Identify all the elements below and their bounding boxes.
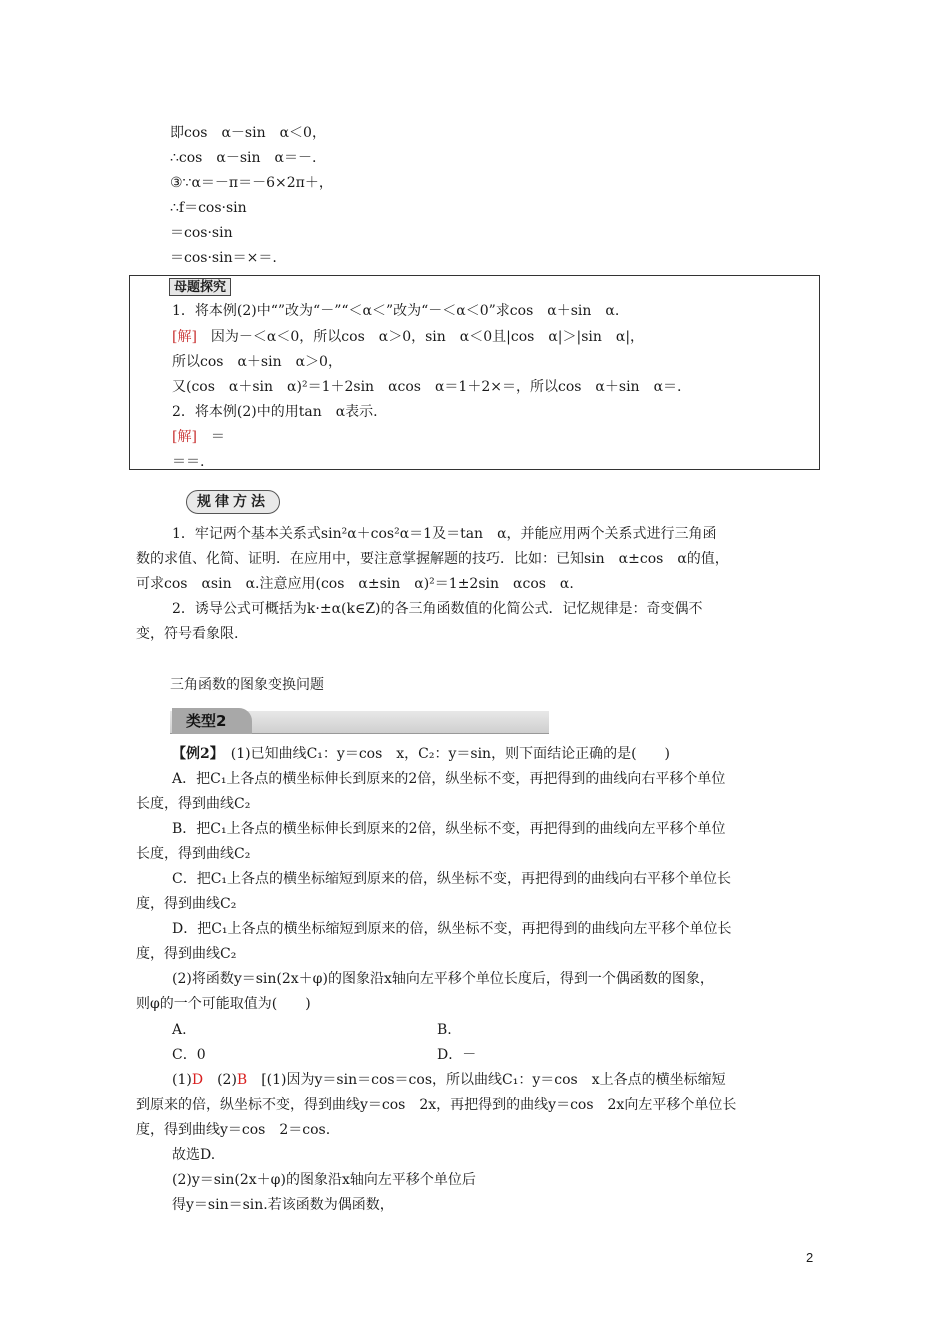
solution-tag: [解] xyxy=(172,429,197,445)
section-title: 三角函数的图象变换问题 xyxy=(170,677,324,693)
derivation-line-5: ＝cos·sin xyxy=(170,225,233,241)
method-label: 规律方法 xyxy=(186,490,280,514)
derivation-line-2: ∴cos α－sin α＝－. xyxy=(170,150,317,166)
solution-line-1-text: [(1)因为y＝sin＝cos＝cos，所以曲线C₁：y＝cos x上各点的横坐标缩短 xyxy=(247,1072,726,1088)
solution-line-5: (2)y＝sin(2x＋φ)的图象沿x轴向左平移个单位后 xyxy=(172,1172,476,1188)
option-d-line-1: D．把C₁上各点的横坐标缩短到原来的倍，纵坐标不变，再把得到的曲线向左平移个单位长 xyxy=(172,921,732,937)
example-head: 【例2】 xyxy=(172,746,217,762)
solution-line-4: 故选D. xyxy=(172,1147,216,1163)
option-d-line-2: 度，得到曲线C₂ xyxy=(136,946,237,962)
mother-problem-a1-line-1 xyxy=(172,327,644,347)
mother-problem-q1: 1．将本例(2)中“”改为“－”“＜α＜”改为“－＜α＜0”求cos α＋sin α. xyxy=(172,303,620,319)
option-b-line-2: 长度，得到曲线C₂ xyxy=(136,846,251,862)
derivation-line-3: ③∵α＝－π＝－6×2π＋， xyxy=(170,175,333,191)
solution-tag: [解] xyxy=(172,329,197,345)
answer-1: D xyxy=(191,1072,204,1088)
mother-problem-title: 母题探究 xyxy=(169,278,231,296)
method-p1-line-2: 数的求值、化简、证明．在应用中，要注意掌握解题的技巧．比如：已知sin α±cos α的值， xyxy=(136,551,729,567)
option-a-line-2: 长度，得到曲线C₂ xyxy=(136,796,251,812)
q2-option-a: A. xyxy=(172,1022,187,1038)
mother-problem-a1-line-3: 又(cos α＋sin α)²＝1＋2sin αcos α＝1＋2×＝，所以cos α＋sin α＝. xyxy=(172,379,682,395)
method-p2-line-1: 2．诱导公式可概括为k·±α(k∈Z)的各三角函数值的化简公式．记忆规律是：奇变偶不 xyxy=(172,601,703,617)
mother-problem-a1-text: 因为－＜α＜0，所以cos α＞0，sin α＜0且|cos α|＞|sin α|， xyxy=(196,329,645,345)
example-q1-text: (1)已知曲线C₁：y＝cos x，C₂：y＝sin，则下面结论正确的是( ) xyxy=(216,746,670,762)
option-b-line-1: B．把C₁上各点的横坐标伸长到原来的2倍，纵坐标不变，再把得到的曲线向左平移个单位 xyxy=(172,821,726,837)
example-question-2-line-2: 则φ的一个可能取值为( ) xyxy=(136,996,311,1012)
solution-line-2: 到原来的倍，纵坐标不变，得到曲线y＝cos 2x，再把得到的曲线y＝cos 2x向左平移个单位长 xyxy=(136,1097,737,1113)
q2-option-b: B. xyxy=(437,1022,452,1038)
method-p2-line-2: 变，符号看象限. xyxy=(136,626,239,642)
derivation-line-4: ∴f＝cos·sin xyxy=(170,200,247,216)
q2-option-c: C．0 xyxy=(172,1047,206,1063)
answer-2: B xyxy=(236,1072,248,1088)
solution-num-2: (2) xyxy=(203,1072,237,1088)
solution-num-1: (1) xyxy=(172,1072,192,1088)
example-question-2-line-1: (2)将函数y＝sin(2x＋φ)的图象沿x轴向左平移个单位长度后，得到一个偶函数的图象， xyxy=(172,971,714,987)
page-number: 2 xyxy=(806,1250,814,1265)
q2-option-d: D．－ xyxy=(437,1047,477,1063)
option-c-line-1: C．把C₁上各点的横坐标缩短到原来的倍，纵坐标不变，再把得到的曲线向右平移个单位长 xyxy=(172,871,732,887)
derivation-line-6: ＝cos·sin＝×＝. xyxy=(170,250,277,266)
derivation-line-1: 即cos α－sin α＜0， xyxy=(170,125,326,141)
mother-problem-a2-text: ＝ xyxy=(196,429,225,445)
solution-line-6: 得y＝sin＝sin.若该函数为偶函数， xyxy=(172,1197,394,1213)
method-p1-line-3: 可求cos αsin α.注意应用(cos α±sin α)²＝1±2sin αcos α. xyxy=(136,576,574,592)
option-a-line-1: A．把C₁上各点的横坐标伸长到原来的2倍，纵坐标不变，再把得到的曲线向右平移个单位 xyxy=(172,771,726,787)
mother-problem-a1-line-2: 所以cos α＋sin α＞0， xyxy=(172,354,342,370)
example-question-1 xyxy=(172,744,670,764)
type-label: 类型2 xyxy=(172,708,252,734)
method-p1-line-1: 1．牢记两个基本关系式sin²α＋cos²α＝1及＝tan α，并能应用两个关系式进行三角函 xyxy=(172,526,717,542)
mother-problem-a2-line-1 xyxy=(172,427,225,447)
solution-line-1 xyxy=(172,1070,726,1090)
solution-line-3: 度，得到曲线y＝cos 2＝cos. xyxy=(136,1122,331,1138)
mother-problem-q2: 2．将本例(2)中的用tan α表示. xyxy=(172,404,378,420)
mother-problem-a2-line-2: ＝＝. xyxy=(172,454,205,470)
option-c-line-2: 度，得到曲线C₂ xyxy=(136,896,237,912)
